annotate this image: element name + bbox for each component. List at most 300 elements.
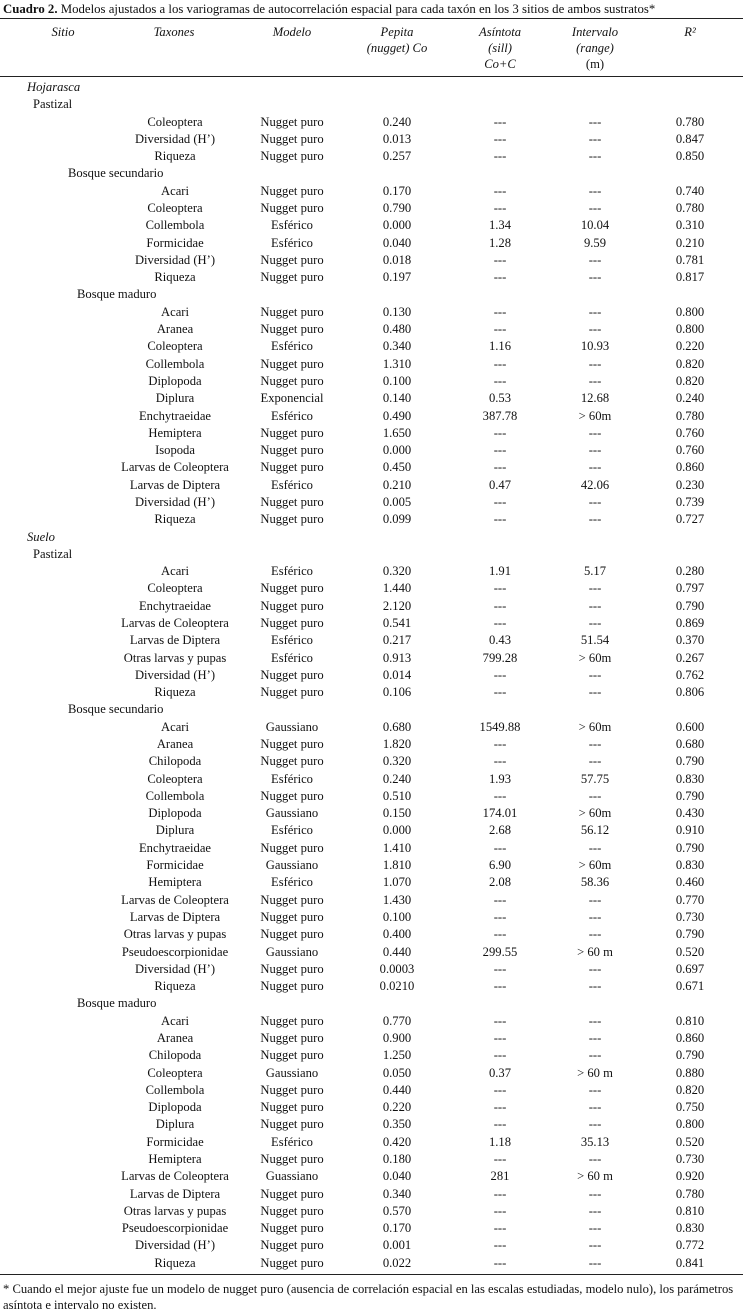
r2-cell: 0.790 xyxy=(675,927,705,942)
asintota-cell: 0.43 xyxy=(488,633,512,648)
taxon-cell: Larvas de Coleoptera xyxy=(121,460,229,475)
asintota-cell: --- xyxy=(493,304,507,319)
taxon-cell: Coleoptera xyxy=(147,771,203,786)
asintota-cell: --- xyxy=(493,667,507,682)
table-row xyxy=(0,598,743,615)
intervalo-cell: --- xyxy=(588,788,602,803)
table-row xyxy=(0,580,743,597)
substrate-label: Hojarasca xyxy=(27,80,81,94)
taxon-cell: Acari xyxy=(161,183,189,198)
asintota-cell: 2.08 xyxy=(488,875,512,890)
site-row xyxy=(0,286,743,303)
asintota-cell: 1.93 xyxy=(488,771,512,786)
asintota-cell: --- xyxy=(493,685,507,700)
intervalo-cell: --- xyxy=(588,512,602,527)
r2-cell: 0.740 xyxy=(675,183,705,198)
table-row xyxy=(0,1030,743,1047)
asintota-cell: --- xyxy=(493,927,507,942)
pepita-cell: 0.340 xyxy=(382,339,412,354)
taxon-cell: Chilopoda xyxy=(148,1048,202,1063)
modelo-cell: Nugget puro xyxy=(260,1030,324,1045)
footnote: * Cuando el mejor ajuste fue un modelo de nugget puro (ausencia de correlación espacial en las escalas estudiadas, modelo nulo), los parámetros asíntota e intervalo no existen. xyxy=(3,1282,734,1312)
modelo-cell: Nugget puro xyxy=(260,1221,324,1236)
taxon-cell: Riqueza xyxy=(154,512,196,527)
modelo-cell: Nugget puro xyxy=(260,1048,324,1063)
asintota-cell: --- xyxy=(493,373,507,388)
pepita-cell: 1.250 xyxy=(382,1048,412,1063)
header-modelo: Modelo xyxy=(272,25,312,39)
substrate-group-row xyxy=(0,529,743,546)
table-row xyxy=(0,1047,743,1064)
intervalo-cell: --- xyxy=(588,1100,602,1115)
table-row xyxy=(0,563,743,580)
taxon-cell: Aranea xyxy=(156,1030,194,1045)
r2-cell: 0.267 xyxy=(675,650,705,665)
table-row xyxy=(0,805,743,822)
pepita-cell: 1.820 xyxy=(382,737,412,752)
intervalo-cell: --- xyxy=(588,737,602,752)
asintota-cell: --- xyxy=(493,961,507,976)
r2-cell: 0.847 xyxy=(675,131,705,146)
intervalo-cell: --- xyxy=(588,615,602,630)
modelo-cell: Nugget puro xyxy=(260,512,324,527)
modelo-cell: Nugget puro xyxy=(260,1186,324,1201)
modelo-cell: Nugget puro xyxy=(260,356,324,371)
taxon-cell: Chilopoda xyxy=(148,754,202,769)
intervalo-cell: --- xyxy=(588,201,602,216)
table-row xyxy=(0,788,743,805)
header-intervalo xyxy=(572,24,618,72)
table-row xyxy=(0,1065,743,1082)
header-asintota xyxy=(479,24,521,72)
taxon-cell: Diversidad (H’) xyxy=(134,961,216,976)
pepita-cell: 2.120 xyxy=(382,598,412,613)
intervalo-cell: 51.54 xyxy=(580,633,610,648)
table-row xyxy=(0,822,743,839)
asintota-cell: --- xyxy=(493,201,507,216)
taxon-cell: Collembola xyxy=(145,788,205,803)
intervalo-cell: 10.93 xyxy=(580,339,610,354)
modelo-cell: Nugget puro xyxy=(260,754,324,769)
caption-text: Modelos ajustados a los variogramas de autocorrelación espacial para cada taxón en los 3 sitios de ambos sustratos* xyxy=(57,2,656,16)
taxon-cell: Isopoda xyxy=(155,443,195,458)
intervalo-cell: 12.68 xyxy=(580,391,610,406)
taxon-cell: Acari xyxy=(161,719,189,734)
r2-cell: 0.240 xyxy=(675,391,705,406)
asintota-cell: --- xyxy=(493,909,507,924)
intervalo-cell: --- xyxy=(588,149,602,164)
taxon-cell: Acari xyxy=(161,1013,189,1028)
intervalo-cell: --- xyxy=(588,425,602,440)
pepita-cell: 0.900 xyxy=(382,1030,412,1045)
r2-cell: 0.860 xyxy=(675,1030,705,1045)
pepita-cell: 0.050 xyxy=(382,1065,412,1080)
intervalo-cell: --- xyxy=(588,1030,602,1045)
asintota-cell: 6.90 xyxy=(488,858,512,873)
pepita-cell: 0.000 xyxy=(382,443,412,458)
intervalo-cell: --- xyxy=(588,667,602,682)
pepita-cell: 0.240 xyxy=(382,771,412,786)
table-row xyxy=(0,615,743,632)
asintota-cell: --- xyxy=(493,494,507,509)
r2-cell: 0.790 xyxy=(675,840,705,855)
bottom-rule xyxy=(0,1274,743,1275)
intervalo-cell: > 60 m xyxy=(577,944,613,959)
r2-cell: 0.739 xyxy=(675,494,705,509)
r2-cell: 0.790 xyxy=(675,598,705,613)
pepita-cell: 0.014 xyxy=(382,667,412,682)
taxon-cell: Diversidad (H’) xyxy=(134,252,216,267)
r2-cell: 0.600 xyxy=(675,719,705,734)
taxon-cell: Hemiptera xyxy=(148,1151,202,1166)
table-row xyxy=(0,217,743,234)
site-row xyxy=(0,96,743,113)
modelo-cell: Nugget puro xyxy=(260,1100,324,1115)
pepita-cell: 0.140 xyxy=(382,391,412,406)
asintota-cell: --- xyxy=(493,581,507,596)
intervalo-cell: --- xyxy=(588,1048,602,1063)
r2-cell: 0.820 xyxy=(675,356,705,371)
r2-cell: 0.220 xyxy=(675,339,705,354)
asintota-cell: --- xyxy=(493,1255,507,1270)
intervalo-cell: --- xyxy=(588,754,602,769)
intervalo-cell: > 60m xyxy=(578,806,612,821)
pepita-cell: 0.440 xyxy=(382,944,412,959)
pepita-cell: 1.310 xyxy=(382,356,412,371)
pepita-cell: 0.0003 xyxy=(379,961,415,976)
table-row xyxy=(0,356,743,373)
taxon-cell: Larvas de Coleoptera xyxy=(121,615,229,630)
modelo-cell: Nugget puro xyxy=(260,1255,324,1270)
r2-cell: 0.790 xyxy=(675,1048,705,1063)
table-row xyxy=(0,235,743,252)
pepita-cell: 0.510 xyxy=(382,788,412,803)
r2-cell: 0.830 xyxy=(675,771,705,786)
modelo-cell: Nugget puro xyxy=(260,840,324,855)
asintota-cell: --- xyxy=(493,114,507,129)
table-row xyxy=(0,1082,743,1099)
asintota-cell: 2.68 xyxy=(488,823,512,838)
intervalo-cell: --- xyxy=(588,979,602,994)
r2-cell: 0.841 xyxy=(675,1255,705,1270)
r2-cell: 0.850 xyxy=(675,149,705,164)
table-row xyxy=(0,874,743,891)
pepita-cell: 0.040 xyxy=(382,235,412,250)
intervalo-cell: --- xyxy=(588,494,602,509)
taxon-cell: Diplopoda xyxy=(148,806,202,821)
modelo-cell: Nugget puro xyxy=(260,909,324,924)
modelo-cell: Nugget puro xyxy=(260,252,324,267)
asintota-cell: --- xyxy=(493,1082,507,1097)
asintota-cell: --- xyxy=(493,252,507,267)
taxon-cell: Acari xyxy=(161,304,189,319)
taxon-cell: Formicidae xyxy=(146,858,204,873)
asintota-cell: --- xyxy=(493,1117,507,1132)
r2-cell: 0.790 xyxy=(675,788,705,803)
asintota-cell: --- xyxy=(493,1221,507,1236)
intervalo-cell: --- xyxy=(588,1203,602,1218)
r2-cell: 0.820 xyxy=(675,373,705,388)
pepita-cell: 0.0210 xyxy=(379,979,415,994)
table-row xyxy=(0,632,743,649)
intervalo-cell: --- xyxy=(588,840,602,855)
header-asintota-line3: Co+C xyxy=(484,57,516,71)
asintota-cell: --- xyxy=(493,1100,507,1115)
modelo-cell: Nugget puro xyxy=(260,322,324,337)
asintota-cell: --- xyxy=(493,460,507,475)
modelo-cell: Nugget puro xyxy=(260,598,324,613)
top-rule xyxy=(0,18,743,19)
pepita-cell: 1.650 xyxy=(382,425,412,440)
intervalo-cell: --- xyxy=(588,909,602,924)
modelo-cell: Gaussiano xyxy=(265,944,319,959)
taxon-cell: Diplura xyxy=(155,391,195,406)
pepita-cell: 0.240 xyxy=(382,114,412,129)
site-row xyxy=(0,701,743,718)
table-row xyxy=(0,650,743,667)
table-row xyxy=(0,200,743,217)
pepita-cell: 0.180 xyxy=(382,1151,412,1166)
modelo-cell: Esférico xyxy=(271,823,313,838)
asintota-cell: --- xyxy=(493,512,507,527)
taxon-cell: Diplopoda xyxy=(148,373,202,388)
taxon-cell: Enchytraeidae xyxy=(138,408,212,423)
pepita-cell: 0.570 xyxy=(382,1203,412,1218)
r2-cell: 0.780 xyxy=(675,1186,705,1201)
site-label: Pastizal xyxy=(33,97,73,112)
asintota-cell: 1.16 xyxy=(488,339,512,354)
intervalo-cell: --- xyxy=(588,927,602,942)
pepita-cell: 0.001 xyxy=(382,1238,412,1253)
header-intervalo-line1: Intervalo xyxy=(571,25,619,39)
pepita-cell: 0.320 xyxy=(382,564,412,579)
intervalo-cell: --- xyxy=(588,1238,602,1253)
site-label: Pastizal xyxy=(33,546,73,561)
taxon-cell: Larvas de Diptera xyxy=(129,1186,221,1201)
intervalo-cell: --- xyxy=(588,373,602,388)
table-row xyxy=(0,1151,743,1168)
modelo-cell: Nugget puro xyxy=(260,460,324,475)
table-row xyxy=(0,978,743,995)
substrate-label: Suelo xyxy=(27,529,55,544)
asintota-cell: 0.53 xyxy=(488,391,512,406)
modelo-cell: Nugget puro xyxy=(260,667,324,682)
intervalo-cell: --- xyxy=(588,252,602,267)
intervalo-cell: 57.75 xyxy=(580,771,610,786)
intervalo-cell: 9.59 xyxy=(583,235,607,250)
r2-cell: 0.780 xyxy=(675,201,705,216)
modelo-cell: Esférico xyxy=(271,408,313,423)
r2-cell: 0.762 xyxy=(675,667,705,682)
r2-cell: 0.800 xyxy=(675,1117,705,1132)
intervalo-cell: --- xyxy=(588,460,602,475)
asintota-cell: --- xyxy=(493,1203,507,1218)
modelo-cell: Esférico xyxy=(271,771,313,786)
pepita-cell: 0.220 xyxy=(382,1100,412,1115)
taxon-cell: Diversidad (H’) xyxy=(134,1238,216,1253)
r2-cell: 0.780 xyxy=(675,408,705,423)
asintota-cell: 1.28 xyxy=(488,235,512,250)
asintota-cell: 0.47 xyxy=(488,477,512,492)
taxon-cell: Otras larvas y pupas xyxy=(123,1203,227,1218)
modelo-cell: Nugget puro xyxy=(260,183,324,198)
r2-cell: 0.810 xyxy=(675,1203,705,1218)
taxon-cell: Diversidad (H’) xyxy=(134,667,216,682)
pepita-cell: 0.170 xyxy=(382,183,412,198)
pepita-cell: 0.257 xyxy=(382,149,412,164)
taxon-cell: Hemiptera xyxy=(148,425,202,440)
modelo-cell: Esférico xyxy=(271,235,313,250)
intervalo-cell: --- xyxy=(588,892,602,907)
pepita-cell: 0.770 xyxy=(382,1013,412,1028)
modelo-cell: Nugget puro xyxy=(260,615,324,630)
taxon-cell: Riqueza xyxy=(154,979,196,994)
taxon-cell: Coleoptera xyxy=(147,581,203,596)
asintota-cell: 1.34 xyxy=(488,218,512,233)
pepita-cell: 0.913 xyxy=(382,650,412,665)
r2-cell: 0.869 xyxy=(675,615,705,630)
table-row xyxy=(0,719,743,736)
modelo-cell: Nugget puro xyxy=(260,979,324,994)
header-rule xyxy=(0,76,743,77)
taxon-cell: Riqueza xyxy=(154,685,196,700)
r2-cell: 0.230 xyxy=(675,477,705,492)
table-row xyxy=(0,1237,743,1254)
pepita-cell: 0.022 xyxy=(382,1255,412,1270)
modelo-cell: Nugget puro xyxy=(260,1082,324,1097)
taxon-cell: Larvas de Coleoptera xyxy=(121,1169,229,1184)
taxon-cell: Diversidad (H’) xyxy=(134,494,216,509)
modelo-cell: Nugget puro xyxy=(260,927,324,942)
table-row xyxy=(0,771,743,788)
modelo-cell: Nugget puro xyxy=(260,304,324,319)
r2-cell: 0.280 xyxy=(675,564,705,579)
modelo-cell: Gaussiano xyxy=(265,719,319,734)
modelo-cell: Nugget puro xyxy=(260,581,324,596)
pepita-cell: 0.320 xyxy=(382,754,412,769)
asintota-cell: --- xyxy=(493,737,507,752)
taxon-cell: Coleoptera xyxy=(147,114,203,129)
intervalo-cell: --- xyxy=(588,1117,602,1132)
asintota-cell: 0.37 xyxy=(488,1065,512,1080)
pepita-cell: 0.680 xyxy=(382,719,412,734)
pepita-cell: 0.040 xyxy=(382,1169,412,1184)
modelo-cell: Nugget puro xyxy=(260,425,324,440)
pepita-cell: 0.490 xyxy=(382,408,412,423)
taxon-cell: Hemiptera xyxy=(148,875,202,890)
modelo-cell: Esférico xyxy=(271,633,313,648)
modelo-cell: Exponencial xyxy=(260,391,324,406)
asintota-cell: --- xyxy=(493,754,507,769)
taxon-cell: Larvas de Coleoptera xyxy=(121,892,229,907)
asintota-cell: --- xyxy=(493,270,507,285)
table-row xyxy=(0,459,743,476)
r2-cell: 0.430 xyxy=(675,806,705,821)
table-row xyxy=(0,1134,743,1151)
table-caption xyxy=(3,2,655,17)
table-row xyxy=(0,321,743,338)
table-row xyxy=(0,1013,743,1030)
intervalo-cell: 10.04 xyxy=(580,218,610,233)
r2-cell: 0.797 xyxy=(675,581,705,596)
table-row xyxy=(0,114,743,131)
header-sitio: Sitio xyxy=(51,25,75,39)
r2-cell: 0.817 xyxy=(675,270,705,285)
modelo-cell: Gaussiano xyxy=(265,858,319,873)
r2-cell: 0.800 xyxy=(675,322,705,337)
intervalo-cell: --- xyxy=(588,304,602,319)
intervalo-cell: > 60m xyxy=(578,858,612,873)
table-row xyxy=(0,1099,743,1116)
r2-cell: 0.806 xyxy=(675,685,705,700)
modelo-cell: Esférico xyxy=(271,875,313,890)
asintota-cell: --- xyxy=(493,788,507,803)
intervalo-cell: > 60 m xyxy=(577,1065,613,1080)
table-row xyxy=(0,1203,743,1220)
pepita-cell: 0.013 xyxy=(382,131,412,146)
r2-cell: 0.370 xyxy=(675,633,705,648)
modelo-cell: Nugget puro xyxy=(260,201,324,216)
table-row xyxy=(0,304,743,321)
taxon-cell: Otras larvas y pupas xyxy=(123,650,227,665)
modelo-cell: Nugget puro xyxy=(260,1151,324,1166)
asintota-cell: --- xyxy=(493,322,507,337)
modelo-cell: Nugget puro xyxy=(260,373,324,388)
asintota-cell: --- xyxy=(493,149,507,164)
table-row xyxy=(0,494,743,511)
intervalo-cell: > 60 m xyxy=(577,1169,613,1184)
modelo-cell: Nugget puro xyxy=(260,1117,324,1132)
intervalo-cell: --- xyxy=(588,443,602,458)
table-row xyxy=(0,477,743,494)
pepita-cell: 0.197 xyxy=(382,270,412,285)
pepita-cell: 0.350 xyxy=(382,1117,412,1132)
asintota-cell: --- xyxy=(493,840,507,855)
substrate-group-row xyxy=(0,79,743,96)
table-row xyxy=(0,1168,743,1185)
intervalo-cell: --- xyxy=(588,1186,602,1201)
table-row xyxy=(0,1255,743,1272)
r2-cell: 0.781 xyxy=(675,252,705,267)
intervalo-cell: --- xyxy=(588,1221,602,1236)
taxon-cell: Diplura xyxy=(155,823,195,838)
intervalo-cell: --- xyxy=(588,581,602,596)
modelo-cell: Esférico xyxy=(271,564,313,579)
taxon-cell: Collembola xyxy=(145,1082,205,1097)
intervalo-cell: > 60m xyxy=(578,650,612,665)
taxon-cell: Larvas de Diptera xyxy=(129,477,221,492)
r2-cell: 0.310 xyxy=(675,218,705,233)
r2-cell: 0.520 xyxy=(675,944,705,959)
pepita-cell: 0.099 xyxy=(382,512,412,527)
site-row xyxy=(0,165,743,182)
taxon-cell: Acari xyxy=(161,564,189,579)
pepita-cell: 0.000 xyxy=(382,823,412,838)
modelo-cell: Nugget puro xyxy=(260,1013,324,1028)
pepita-cell: 0.450 xyxy=(382,460,412,475)
r2-cell: 0.780 xyxy=(675,114,705,129)
intervalo-cell: --- xyxy=(588,322,602,337)
pepita-cell: 1.070 xyxy=(382,875,412,890)
modelo-cell: Nugget puro xyxy=(260,1238,324,1253)
asintota-cell: 174.01 xyxy=(482,806,518,821)
taxon-cell: Riqueza xyxy=(154,1255,196,1270)
intervalo-cell: --- xyxy=(588,270,602,285)
r2-cell: 0.830 xyxy=(675,1221,705,1236)
header-intervalo-line2: (range) xyxy=(576,41,614,55)
intervalo-cell: --- xyxy=(588,961,602,976)
table-row xyxy=(0,1220,743,1237)
